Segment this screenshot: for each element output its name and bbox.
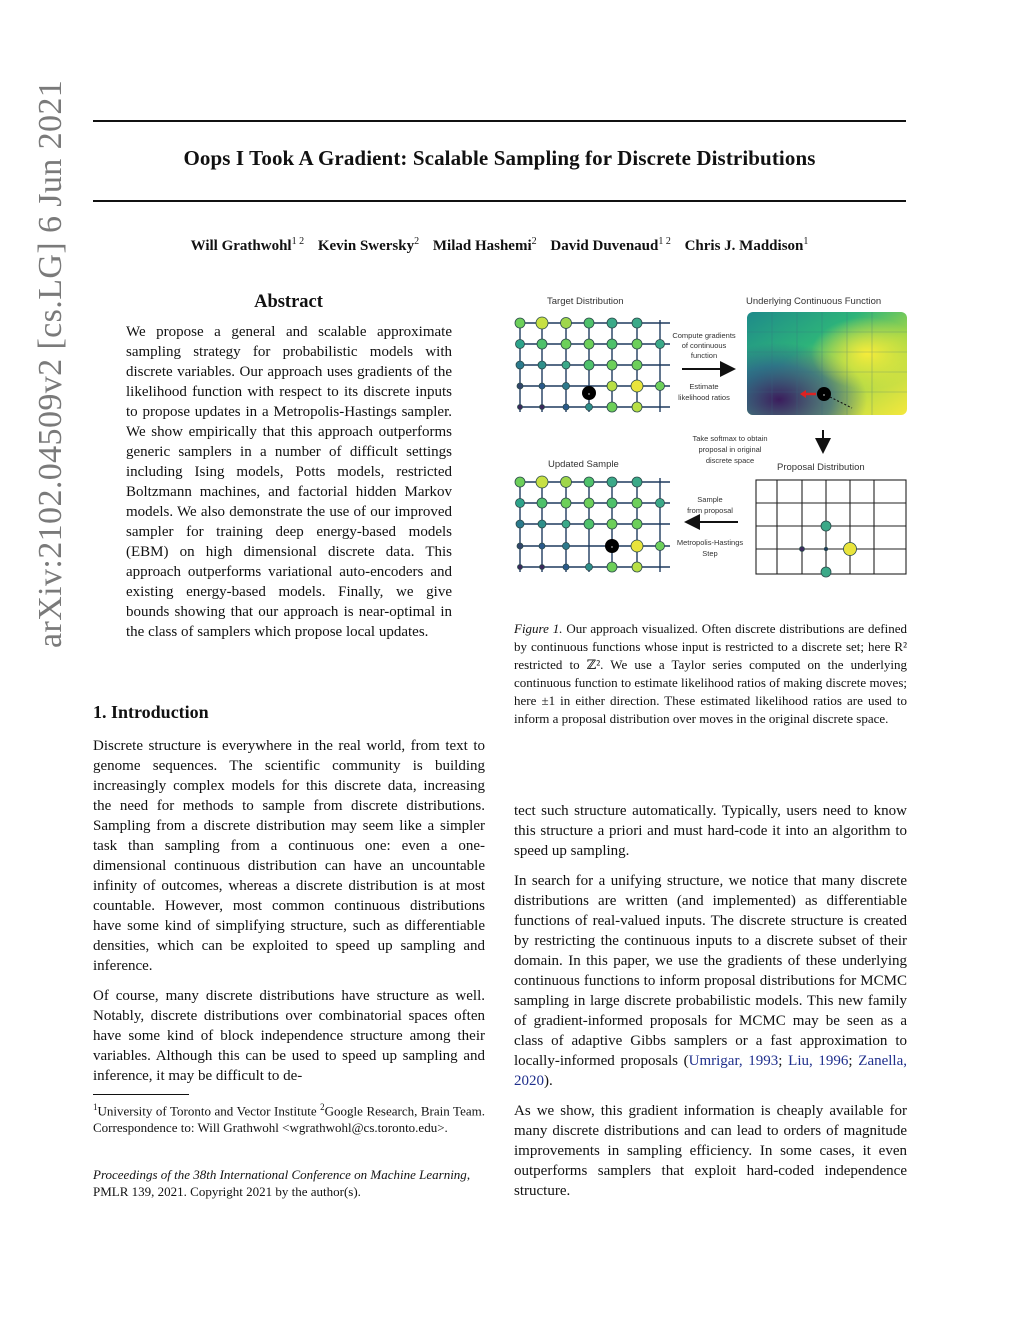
- step-mh-2: Step: [702, 549, 718, 558]
- step-estimate-1: Estimate: [689, 382, 719, 391]
- citation-link[interactable]: Liu, 1996: [788, 1053, 849, 1069]
- title-rule: [93, 200, 906, 202]
- step-softmax-2: proposal in original: [698, 445, 762, 454]
- author-list: [93, 236, 906, 255]
- figure-1-diagram: [510, 290, 910, 590]
- paragraph: tect such structure automatically. Typically, users need to know this structure a priori and must hard-code it into an algorithm to speed up sampling.: [514, 803, 907, 859]
- figure-1-caption: Figure 1. Our approach visualized. Often discrete distributions are defined by continuous functions whose input is restricted to a discrete set; here R² restricted to ℤ². We use a Taylor series computed on the underlying continuous function to estimate likelihood ratios of making discrete moves; here ±1 in either direction. These estimated likelihood ratios are used to inform a proposal distribution over moves in the original discrete space.: [514, 621, 907, 726]
- step-compute-gradients-3: function: [690, 351, 718, 360]
- citation-link[interactable]: Umrigar, 1993: [688, 1053, 779, 1069]
- author: Kevin Swersky$^2$: [317, 236, 420, 254]
- step-mh-1: Metropolis-Hastings: [676, 538, 744, 547]
- label-continuous-function: Underlying Continuous Function: [746, 296, 882, 307]
- label-target-distribution: Target Distribution: [547, 296, 624, 307]
- paper-title: Oops I Took A Gradient: Scalable Sampling for Discrete Distributions: [183, 146, 816, 170]
- abstract-heading: Abstract: [254, 292, 323, 312]
- arxiv-identifier: arXiv:2102.04509v2 [cs.LG] 6 Jun 2021: [32, 79, 69, 648]
- footnote-rule: [93, 1094, 189, 1095]
- left-column: [93, 736, 485, 1096]
- affiliation-footnote: $^1$University of Toronto and Vector Institute $^2$Google Research, Brain Team. Correspondence to: Will Grathwohl <wgrathwohl@cs.toronto.edu>.: [93, 1102, 485, 1136]
- step-sample-1: Sample: [697, 495, 723, 504]
- citation-link[interactable]: Zanella, 2020: [514, 1053, 908, 1089]
- top-rule: [93, 120, 906, 122]
- step-compute-gradients-2: of continuous: [681, 341, 727, 350]
- author: David Duvenaud$^{1 2}$: [550, 236, 671, 254]
- step-compute-gradients-1: Compute gradients: [672, 331, 736, 340]
- author: Will Grathwohl$^{1 2}$: [190, 236, 305, 254]
- paragraph: Of course, many discrete distributions have structure as well. Notably, discrete distributions over combinatorial spaces often have some kind of block independence structure among their variables. Although this can be used to speed up sampling and inference, it may be difficult to de-: [93, 988, 485, 1084]
- abstract-text: We propose a general and scalable approximate sampling strategy for probabilistic models with discrete variables. Our approach uses gradients of the likelihood function with respect to its discrete inputs to propose updates in a Metropolis-Hastings sampler. We show empirically that this approach outperforms generic samplers in a number of difficult settings including Ising models, Potts models, restricted Boltzmann machines, and factorial hidden Markov models. We also demonstrate the use of our improved sampler for training deep energy-based models (EBM) on high dimensional discrete data. This approach outperforms variational auto-encoders and existing energy-based models. Finally, we give bounds showing that our approach is near-optimal in the class of samplers which propose local updates.: [126, 324, 452, 640]
- proceedings-note: Proceedings of the 38th International Conference on Machine Learning, PMLR 139, 2021. Copyright 2021 by the author(s).: [93, 1167, 471, 1199]
- label-updated-sample: Updated Sample: [548, 459, 619, 470]
- paragraph: As we show, this gradient information is cheaply available for many discrete distributions and can lead to orders of magnitude improvements in sampling efficiency. In some cases, it even outperforms samplers that exploit hard-coded independence structure.: [514, 1103, 907, 1199]
- paragraph: In search for a unifying structure, we notice that many discrete distributions are written (and implemented) as differentiable functions of real-valued inputs. The discrete structure is created by restricting the continuous inputs to a discrete subset of their domain. In this paper, we use the gradients of these underlying continuous functions to inform proposal distributions for MCMC sampling in large discrete probabilistic models. This new family of gradient-informed proposals for MCMC may be seen as a class of adaptive Gibbs samplers or a fast approximation to locally-informed proposals (Umrigar, 1993; Liu, 1996; Zanella, 2020).: [514, 873, 908, 1089]
- step-softmax-1: Take softmax to obtain: [692, 434, 768, 443]
- label-proposal-distribution: Proposal Distribution: [777, 462, 865, 473]
- step-sample-2: from proposal: [687, 506, 733, 515]
- author: Milad Hashemi$^2$: [432, 236, 537, 254]
- paragraph: Discrete structure is everywhere in the real world, from text to genome sequences. The scientific community is building increasingly complex models for this discrete data, increasing the need for methods to sample from discrete distributions. Sampling from a discrete distribution may seem like a simpler task than sampling from a continuous one: even a one-dimensional continuous distribution can have an uncountable infinity of outcomes, whereas a discrete distribution is at most countable. However, most common continuous distributions have some kind of simplifying structure, such as differentiable densities, which can be exploited to speed up sampling and inference.: [93, 738, 485, 974]
- state-label: x: [588, 391, 590, 396]
- author: Chris J. Maddison$^1$: [684, 236, 809, 254]
- heatmap-panel: [747, 312, 907, 415]
- new-state-label: x: [611, 544, 613, 549]
- step-softmax-3: discrete space: [705, 456, 755, 465]
- section-heading-introduction: 1. Introduction: [93, 702, 209, 722]
- right-column: [514, 801, 907, 1211]
- step-estimate-2: likelihood ratios: [678, 393, 730, 402]
- svg-text:x: x: [823, 392, 825, 397]
